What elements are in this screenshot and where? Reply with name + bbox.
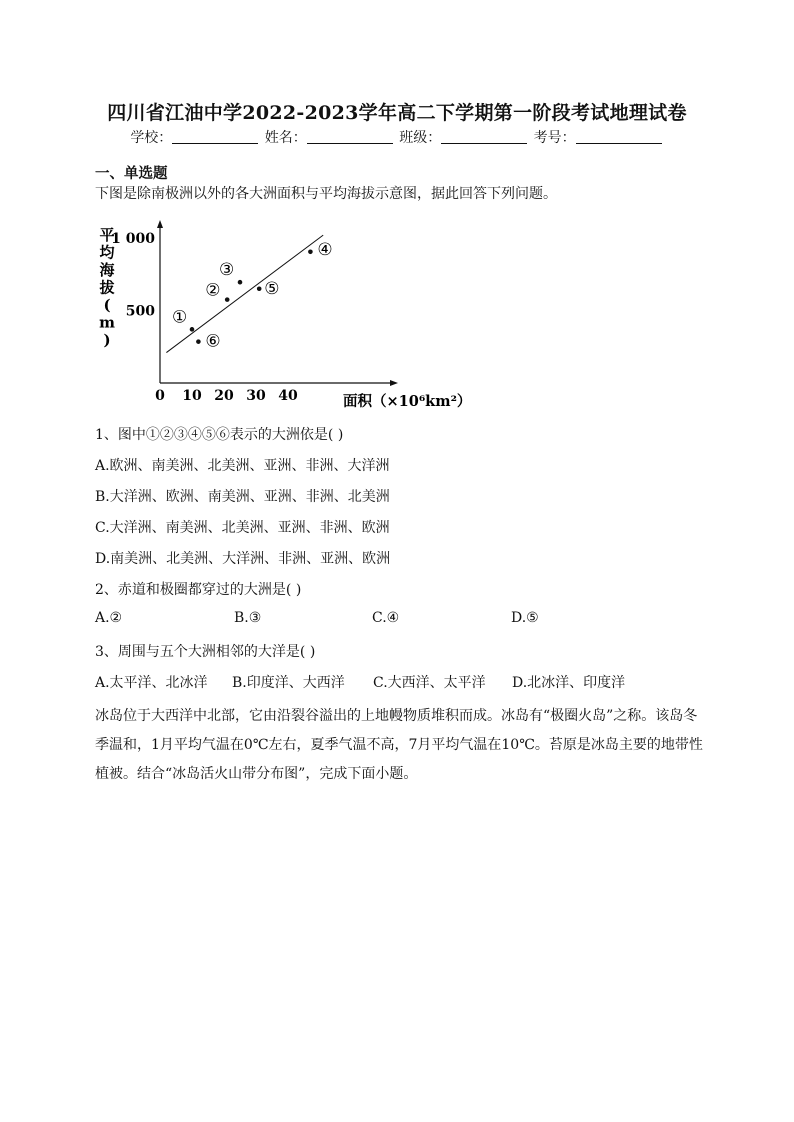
y-tick-label: 1 000 [111,231,155,247]
data-point-label: ② [205,280,221,301]
question-2-option-d[interactable]: D.⑤ [511,610,539,626]
question-3-option-c[interactable]: C.大西洋、太平洋 [373,675,486,691]
student-info-line [0,127,794,147]
data-point [190,327,195,332]
question-1-option-a[interactable]: A.欧洲、南美洲、北美洲、亚洲、非洲、大洋洲 [95,458,390,474]
x-tick-label: 10 [182,388,202,404]
data-point-label: ⑥ [205,331,221,352]
number-label: 考号： [533,130,576,146]
trend-line [166,235,323,352]
question-2-option-a[interactable]: A.② [95,610,123,626]
y-tick-label: 500 [125,303,155,320]
name-label: 姓名： [264,130,307,146]
question-1-stem: 1、图中①②③④⑤⑥表示的大洲依是( ) [95,427,344,443]
question-2-option-c[interactable]: C.④ [372,610,400,626]
school-blank[interactable] [172,129,258,144]
school-label: 学校： [130,130,173,146]
iceland-passage: 冰岛位于大西洋中北部，它由沿裂谷溢出的上地幔物质堆积而成。冰岛有“极圈火岛”之称。该岛冬季温和，1月平均气温在0℃左右，夏季气温不高，7月平均气温在10℃。苔原是冰岛主要的地带性植被。结合“冰岛活火山带分布图”，完成下面小题。 [95,708,703,782]
x-axis-title: 面积（×10⁶km²） [343,393,472,410]
question-1-option-c[interactable]: C.大洋洲、南美洲、北美洲、亚洲、非洲、欧洲 [95,520,390,536]
x-tick-label: 0 [155,388,165,404]
data-point-label: ④ [317,239,333,260]
x-tick-label: 20 [214,388,234,404]
data-point-label: ③ [219,260,235,281]
intro-text: 下图是除南极洲以外的各大洲面积与平均海拔示意图，据此回答下列问题。 [95,186,557,202]
question-2-option-b[interactable]: B.③ [234,610,262,626]
svg-text:平均海拔(m): 平均海拔( m ) [99,226,115,349]
data-point-label: ⑤ [264,278,280,299]
data-point [308,249,313,254]
x-axis-arrow [390,380,398,386]
y-axis-arrow [157,220,163,228]
data-point [196,339,201,344]
data-point-label: ① [172,307,188,328]
data-point [238,280,243,285]
x-tick-label: 40 [278,388,298,404]
class-label: 班级： [399,130,442,146]
question-3-option-d[interactable]: D.北冰洋、印度洋 [512,675,626,691]
question-3-option-b[interactable]: B.印度洋、大西洋 [232,675,345,691]
section-heading: 一、单选题 [95,165,168,182]
question-3-stem: 3、周围与五个大洲相邻的大洋是( ) [95,644,316,660]
question-3-option-a[interactable]: A.太平洋、北冰洋 [95,675,208,691]
question-2-stem: 2、赤道和极圈都穿过的大洲是( ) [95,582,302,598]
page-title: 四川省江油中学2022-2023学年高二下学期第一阶段考试地理试卷 [107,102,687,124]
question-1-option-b[interactable]: B.大洋洲、欧洲、南美洲、亚洲、非洲、北美洲 [95,489,390,505]
name-blank[interactable] [307,129,393,144]
x-tick-label: 30 [246,388,266,404]
area-elevation-chart [95,220,472,415]
data-point [225,297,230,302]
class-blank[interactable] [441,129,527,144]
question-1-option-d[interactable]: D.南美洲、北美洲、大洋洲、非洲、亚洲、欧洲 [95,551,391,567]
data-point [257,286,262,291]
number-blank[interactable] [576,129,662,144]
